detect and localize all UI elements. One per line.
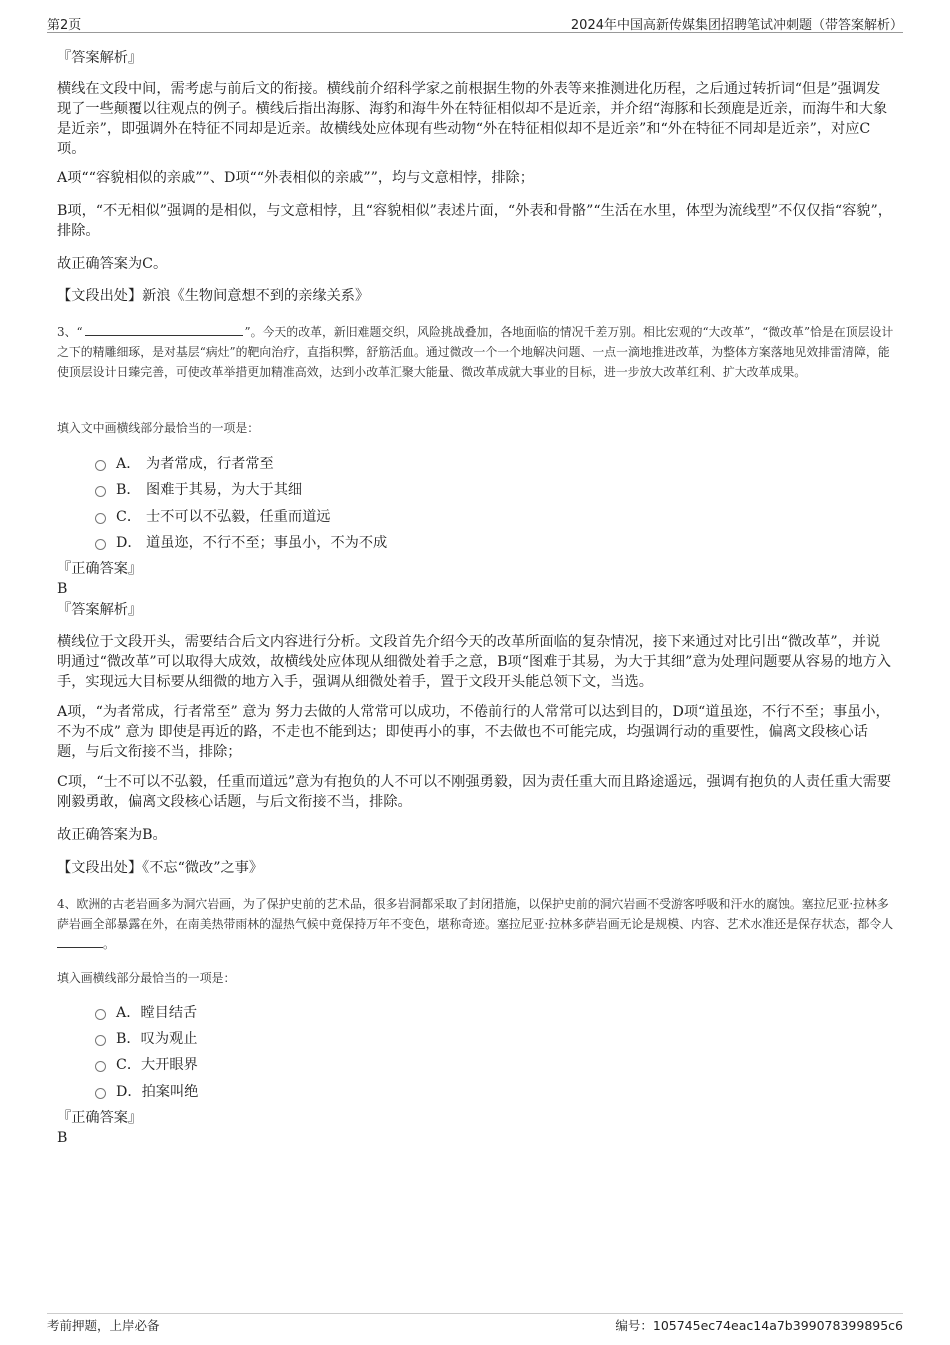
q4-option-c[interactable]: C．大开眼界	[95, 1055, 198, 1075]
q3-prompt: 填入文中画横线部分最恰当的一项是：	[57, 421, 260, 435]
q3-answer-heading: 『正确答案』	[57, 561, 143, 577]
radio-icon[interactable]	[95, 1035, 106, 1046]
q3-option-d[interactable]: D． 道虽迩，不行不至；事虽小，不为不成	[95, 533, 387, 553]
q3-fill-blank	[85, 322, 243, 336]
radio-icon[interactable]	[95, 486, 106, 497]
q2-source: 【文段出处】新浪《生物间意想不到的亲缘关系》	[57, 288, 370, 304]
q3-conclusion: 故正确答案为B。	[57, 827, 167, 843]
q2-analysis-paragraph: A项““容貌相似的亲戚””、D项““外表相似的亲戚””，均与文意相悖，排除；	[57, 170, 534, 186]
q2-analysis-heading: 『答案解析』	[57, 50, 143, 66]
page-footer	[47, 1313, 903, 1336]
q4-stem: 4、欧洲的古老岩画多为洞穴岩画，为了保护史前的艺术品，很多岩洞都采取了封闭措施，以保护史前的洞穴岩画不受游客呼吸和汗水的腐蚀。塞拉尼亚·拉林多萨岩画全部暴露在外，在南美热带雨林的湿热气候中竟保持万年不变色，堪称奇迹。塞拉尼亚·拉林多萨岩画无论是规模、内容、艺术水准还是保存状态，都令人。	[57, 897, 894, 951]
q3-stem: 3、“ ”。今天的改革，新旧难题交织，风险挑战叠加，各地面临的情况千差万别。相比宏观的“大改革”，“微改革”恰是在顶层设计之下的精雕细琢，是对基层“病灶”的靶向治疗，直指积弊，舒筋活血。通过微改一个一个地解决问题、一点一滴地推进改革，为整体方案落地见效排雷清障，能使顶层设计日臻完善，可使改革举措更加精准高效，达到小改革汇聚大能量、微改革成就大事业的目标，进一步放大改革红利、扩大改革成果。	[57, 322, 897, 382]
q4-answer: B	[57, 1130, 68, 1146]
q3-answer: B	[57, 581, 68, 597]
radio-icon[interactable]	[95, 1061, 106, 1072]
q3-analysis-paragraph: A项，“为者常成，行者常至” 意为 努力去做的人常常可以成功，不倦前行的人常常可以达到目的，D项“道虽迩，不行不至；事虽小，不为不成” 意为 即使是再近的路，不走也不能到达；即使再小的事，不去做也不可能完成，均强调行动的重要性，偏离文段核心话题，与后文衔接不当，排除；	[57, 704, 890, 760]
radio-icon[interactable]	[95, 460, 106, 471]
q4-option-d[interactable]: D．拍案叫绝	[95, 1082, 198, 1102]
q2-analysis-paragraph: B项，“不无相似”强调的是相似，与文意相悖，且“容貌相似”表述片面，“外表和骨骼”“生活在水里，体型为流线型”不仅仅指“容貌”，排除。	[57, 203, 892, 239]
radio-icon[interactable]	[95, 1088, 106, 1099]
footer-slogan: 考前押题，上岸必备	[47, 1318, 160, 1333]
q3-analysis-heading: 『答案解析』	[57, 602, 143, 618]
q4-fill-blank	[57, 934, 103, 948]
q3-source: 【文段出处】《不忘“微改”之事》	[57, 860, 264, 876]
q3-option-c[interactable]: C． 士不可以不弘毅，任重而道远	[95, 507, 330, 527]
q3-analysis-paragraph: 横线位于文段开头，需要结合后文内容进行分析。文段首先介绍今天的改革所面临的复杂情况，接下来通过对比引出“微改革”，并说明通过“微改革”可以取得大成效，故横线处应体现从细微处着手之意，B项“图难于其易，为大于其细”意为处理问题要从容易的地方入手，实现远大目标要从细微的地方入手，强调从细微处着手，置于文段开头能总领下文，当选。	[57, 634, 891, 690]
q3-analysis-paragraph: C项，“士不可以不弘毅，任重而道远”意为有抱负的人不可以不刚强勇毅，因为责任重大而且路途遥远，强调有抱负的人责任重大需要刚毅勇敢，偏离文段核心话题，与后文衔接不当，排除。	[57, 774, 892, 810]
q4-answer-heading: 『正确答案』	[57, 1110, 143, 1126]
document-title: 2024年中国高新传媒集团招聘笔试冲刺题（带答案解析）	[570, 18, 903, 33]
page-number: 第2页	[47, 18, 82, 33]
q3-option-a[interactable]: A． 为者常成，行者常至	[95, 454, 274, 474]
q2-conclusion: 故正确答案为C。	[57, 256, 168, 272]
q4-option-a[interactable]: A．瞠目结舌	[95, 1003, 197, 1023]
document-code: 编号：105745ec74eac14a7b399078399895c6	[615, 1318, 903, 1333]
radio-icon[interactable]	[95, 1009, 106, 1020]
q2-analysis-paragraph: 横线在文段中间，需考虑与前后文的衔接。横线前介绍科学家之前根据生物的外表等来推测进化历程，之后通过转折词“但是”强调发现了一些颠覆以往观点的例子。横线后指出海豚、海豹和海牛外在特征相似却不是近亲，并介绍“海豚和长颈鹿是近亲，而海牛和大象是近亲”，即强调外在特征不同却是近亲。故横线处应体现有些动物“外在特征相似却不是近亲”和“外在特征不同却是近亲”，对应C项。	[57, 81, 888, 157]
q4-prompt: 填入画横线部分最恰当的一项是：	[57, 971, 236, 985]
q3-option-b[interactable]: B． 图难于其易，为大于其细	[95, 480, 302, 500]
radio-icon[interactable]	[95, 539, 106, 550]
q4-option-b[interactable]: B．叹为观止	[95, 1029, 197, 1049]
page-header	[47, 12, 903, 33]
radio-icon[interactable]	[95, 513, 106, 524]
